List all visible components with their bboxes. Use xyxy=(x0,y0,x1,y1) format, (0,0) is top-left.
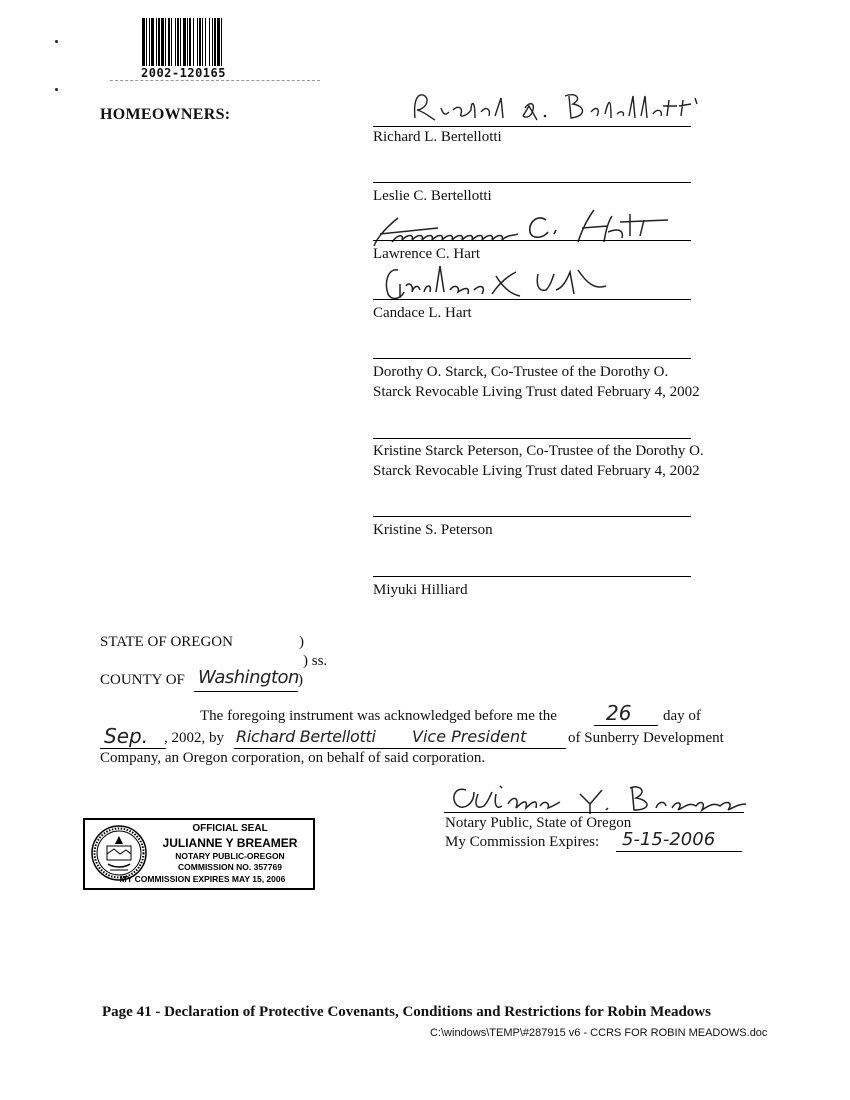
barcode-bar xyxy=(158,18,160,66)
venue-county-close: ) xyxy=(298,672,303,688)
footer-file-path: C:\windows\TEMP\#287915 v6 - CCRS FOR ROBIN MEADOWS.doc xyxy=(430,1027,768,1039)
signatory-name-candace: Candace L. Hart xyxy=(373,305,472,321)
barcode-bar xyxy=(209,18,210,66)
barcode-bar xyxy=(168,18,170,66)
signature-line-candace xyxy=(373,299,691,300)
barcode-bar xyxy=(205,18,206,66)
barcode-bar xyxy=(189,18,191,66)
ack-part2: day of xyxy=(663,708,701,724)
barcode-bar xyxy=(175,18,176,66)
ack-part4: of Sunberry Development xyxy=(568,730,724,746)
margin-dot xyxy=(55,40,58,43)
venue-county-label: COUNTY OF xyxy=(100,672,185,688)
venue-state: STATE OF OREGON xyxy=(100,634,233,650)
ack-title: Vice President xyxy=(412,727,527,746)
ack-signer: Richard Bertellotti xyxy=(236,727,376,746)
ack-signer-underline xyxy=(234,748,566,749)
ack-part1: The foregoing instrument was acknowledged before me the xyxy=(200,708,557,724)
signatory-name-leslie: Leslie C. Bertellotti xyxy=(373,188,492,204)
barcode-bar xyxy=(165,18,166,66)
barcode-bar xyxy=(149,18,150,66)
barcode-bar xyxy=(177,18,179,66)
signatory-name-kristine-trustee: Kristine Starck Peterson, Co-Trustee of the Dorothy O. xyxy=(373,443,704,459)
notary-signature-line xyxy=(444,812,744,813)
barcode-bar xyxy=(193,18,194,66)
seal-line-official: OFFICIAL SEAL xyxy=(192,823,268,834)
ack-line3: Company, an Oregon corporation, on behalf of said corporation. xyxy=(100,750,486,766)
signatory-name-kristine: Kristine S. Peterson xyxy=(373,522,493,538)
barcode-bar xyxy=(161,18,164,66)
notary-expires-label: My Commission Expires: xyxy=(445,834,600,850)
ack-day: 26 xyxy=(606,701,632,725)
signatory-name-miyuki: Miyuki Hilliard xyxy=(373,582,468,598)
margin-dot xyxy=(55,88,58,91)
barcode-bar xyxy=(180,18,181,66)
barcode-bar xyxy=(217,18,220,66)
signatory-name-dorothy: Dorothy O. Starck, Co-Trustee of the Dorothy O. xyxy=(373,364,669,380)
barcode-bar xyxy=(212,18,213,66)
signature-line-kristine xyxy=(373,516,691,517)
signature-line-leslie xyxy=(373,182,691,183)
ack-day-underline xyxy=(594,725,658,726)
barcode-bar xyxy=(183,18,186,66)
barcode-bar xyxy=(187,18,188,66)
footer-title: Page 41 - Declaration of Protective Covenants, Conditions and Restrictions for Robin Meadows xyxy=(102,1004,711,1020)
ack-month-underline xyxy=(100,748,166,749)
barcode-bar xyxy=(156,18,157,66)
barcode-bar xyxy=(151,18,154,66)
barcode-number: 2002-120165 xyxy=(141,66,226,80)
seal-line-commission: COMMISSION NO. 357769 xyxy=(178,862,282,872)
barcode-bar xyxy=(142,18,145,66)
county-underline xyxy=(194,691,298,692)
ack-part3: , 2002, by xyxy=(164,730,224,746)
notary-expires-date: 5-15-2006 xyxy=(622,829,716,850)
barcode-bar xyxy=(146,18,147,66)
barcode-bar xyxy=(197,18,198,66)
seal-line-expires: MY COMMISSION EXPIRES MAY 15, 2006 xyxy=(119,874,286,884)
signatory-name-richard: Richard L. Bertellotti xyxy=(373,129,502,145)
signature-line-kristine-trustee xyxy=(373,438,691,439)
ack-month: Sep. xyxy=(104,724,149,748)
seal-line-name: JULIANNE Y BREAMER xyxy=(162,836,298,850)
barcode-bar xyxy=(221,18,222,66)
venue-paren: ) xyxy=(299,634,304,650)
barcode-bar xyxy=(214,18,216,66)
notary-signature xyxy=(444,780,754,820)
signatory-name-dorothy-line2: Starck Revocable Living Trust dated February 4, 2002 xyxy=(373,384,700,400)
signature-line-dorothy xyxy=(373,358,691,359)
signatory-name-kristine-trustee-line2: Starck Revocable Living Trust dated February 4, 2002 xyxy=(373,463,700,479)
barcode-image xyxy=(140,18,290,66)
barcode-underline xyxy=(110,80,320,81)
richard-signature xyxy=(405,88,705,128)
homeowners-label: HOMEOWNERS: xyxy=(100,106,231,123)
signature-line-miyuki xyxy=(373,576,691,577)
notary-expires-underline xyxy=(616,851,742,852)
signatory-name-lawrence: Lawrence C. Hart xyxy=(373,246,481,262)
signature-line-lawrence xyxy=(373,240,691,241)
barcode-bar xyxy=(171,18,172,66)
notary-title: Notary Public, State of Oregon xyxy=(445,815,632,831)
barcode-bar xyxy=(199,18,201,66)
venue-county-handwritten: Washington xyxy=(198,667,299,688)
barcode-bar xyxy=(202,18,203,66)
seal-line-notary: NOTARY PUBLIC-OREGON xyxy=(175,851,285,861)
venue-ss: ) ss. xyxy=(303,653,328,669)
